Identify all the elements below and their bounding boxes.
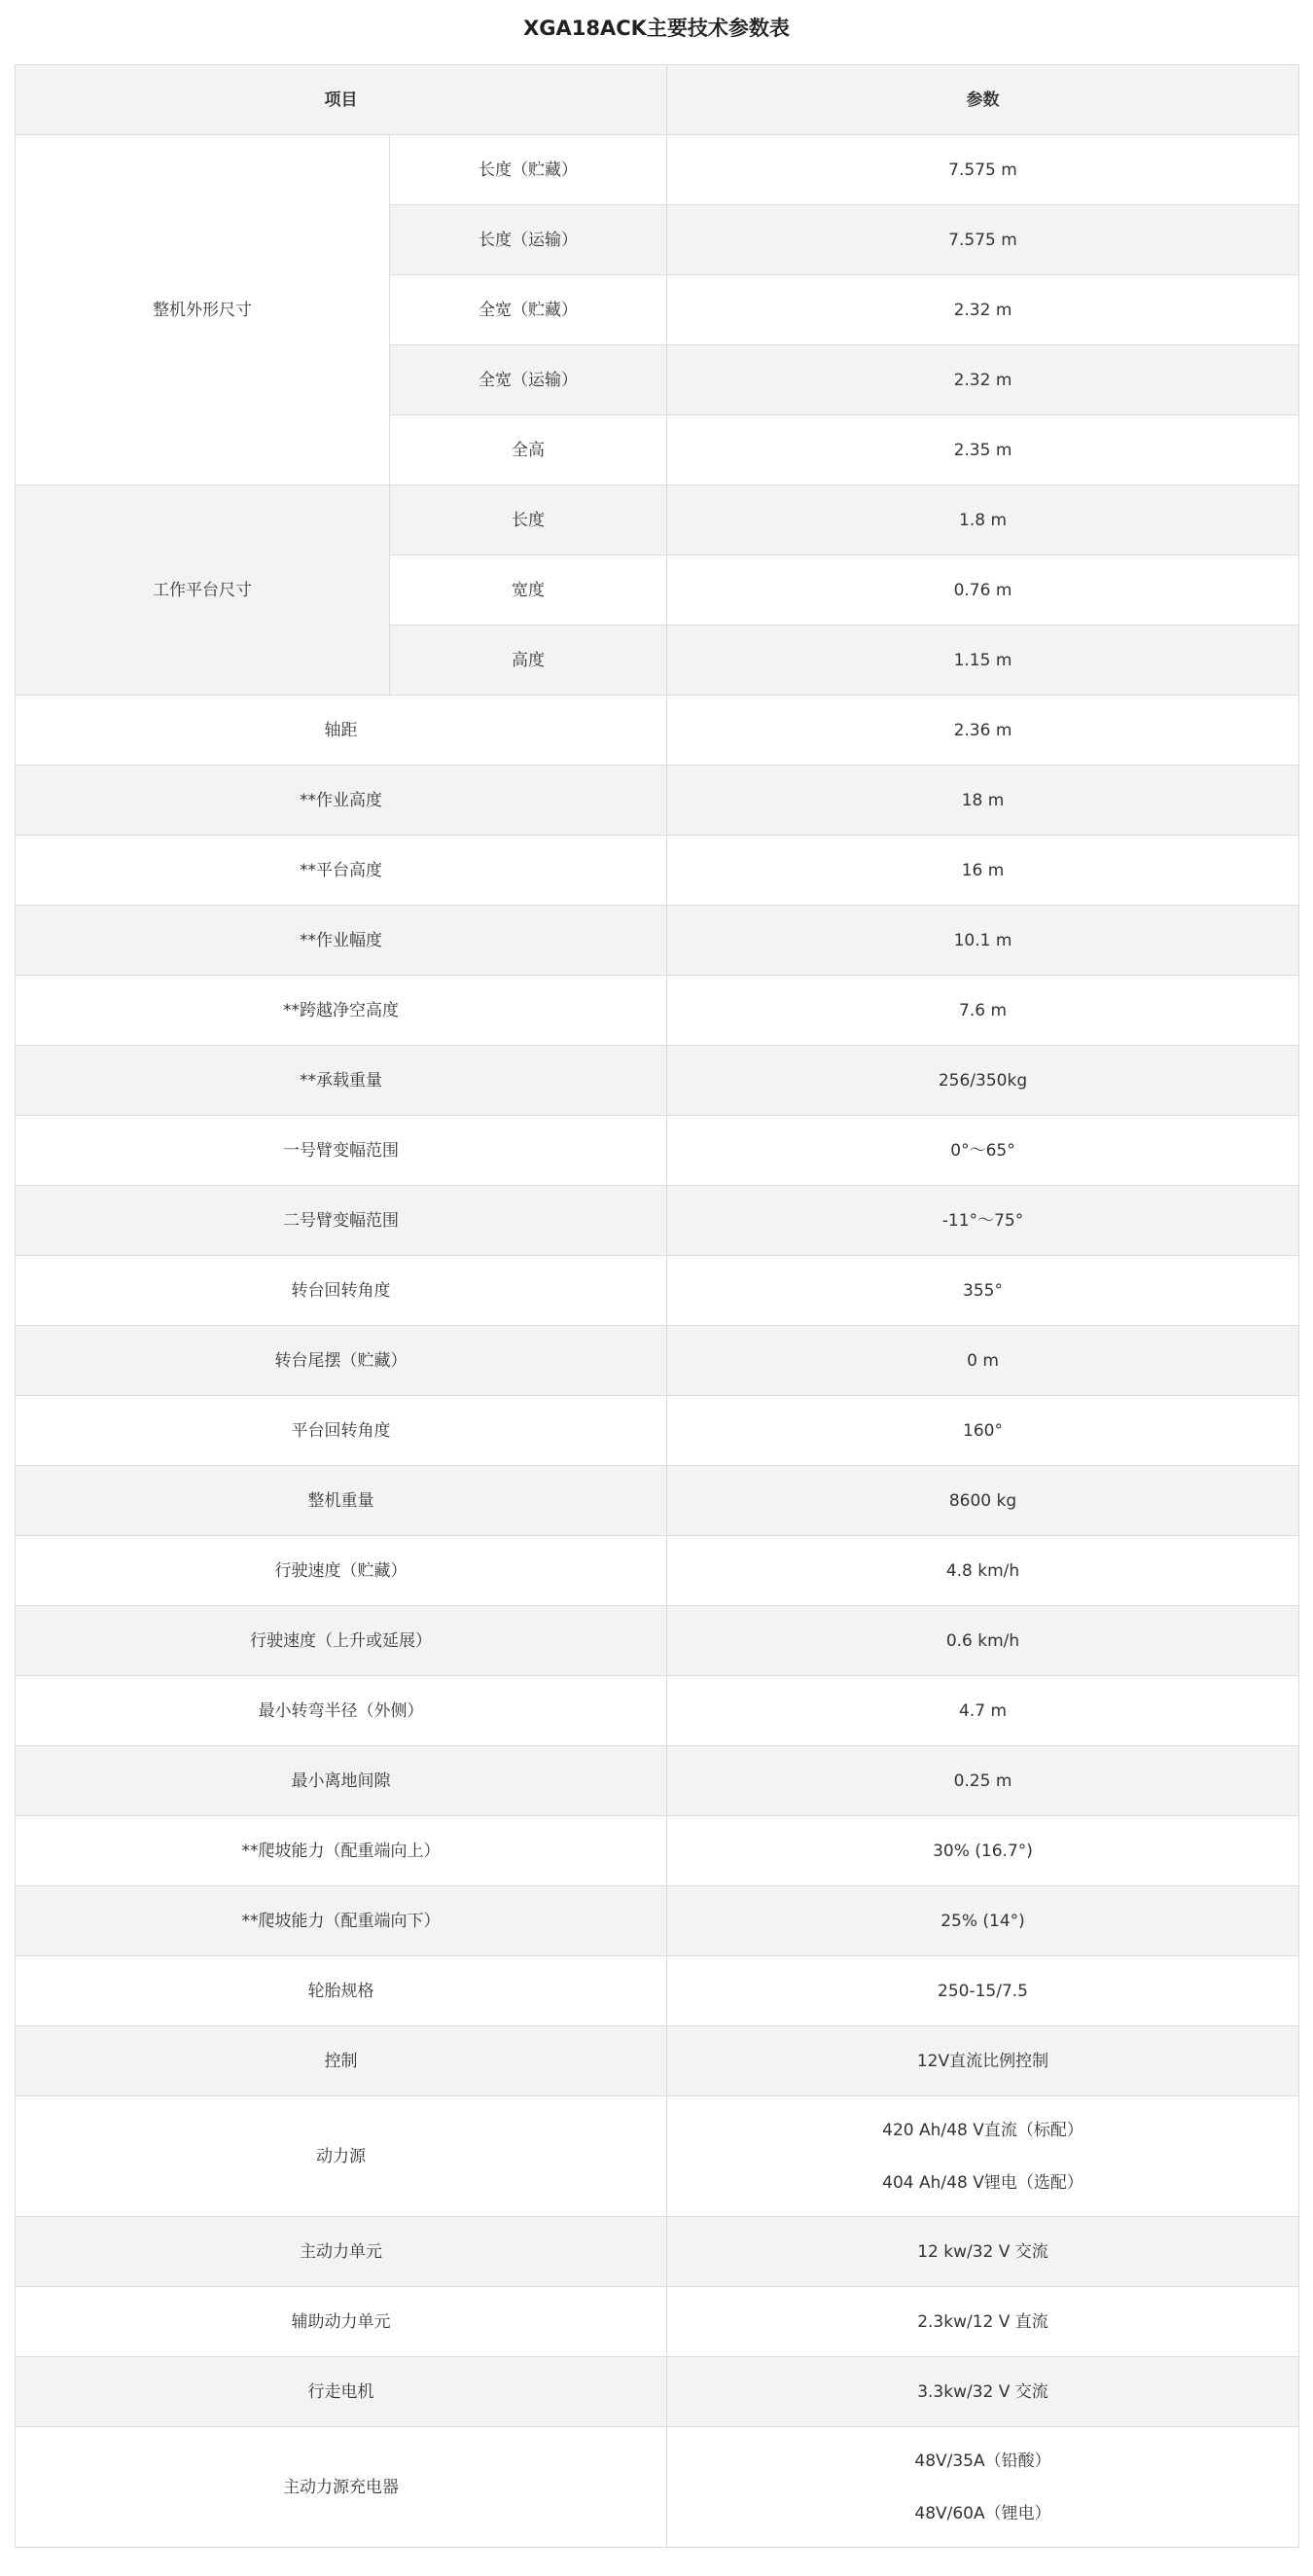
- value-cell: 3.3kw/32 V 交流: [667, 2357, 1299, 2427]
- row-label: 辅助动力单元: [16, 2287, 667, 2357]
- table-row: [16, 906, 1299, 976]
- value-cell-multiline: [667, 2096, 1299, 2217]
- table-row: [16, 1186, 1299, 1256]
- row-label: **跨越净空高度: [16, 976, 667, 1046]
- row-label: **平台高度: [16, 836, 667, 906]
- value-cell: 7.575 m: [667, 135, 1299, 205]
- table-row: [16, 1816, 1299, 1886]
- row-label: **作业幅度: [16, 906, 667, 976]
- table-header-row: [16, 65, 1299, 135]
- value-cell: 12 kw/32 V 交流: [667, 2217, 1299, 2287]
- table-row: [16, 2096, 1299, 2217]
- value-cell: 16 m: [667, 836, 1299, 906]
- table-row: [16, 1676, 1299, 1746]
- value-cell: 2.32 m: [667, 345, 1299, 415]
- value-cell: 2.36 m: [667, 696, 1299, 766]
- row-label: 平台回转角度: [16, 1396, 667, 1466]
- row-label: 轮胎规格: [16, 1956, 667, 2026]
- row-label: 轴距: [16, 696, 667, 766]
- group-label-platform-dimensions: 工作平台尺寸: [16, 485, 390, 696]
- table-row: [16, 2217, 1299, 2287]
- value-cell: 0.6 km/h: [667, 1606, 1299, 1676]
- table-row: [16, 1536, 1299, 1606]
- value-cell: 12V直流比例控制: [667, 2026, 1299, 2096]
- value-cell: 0 m: [667, 1326, 1299, 1396]
- row-label-charger: 主动力源充电器: [16, 2427, 667, 2548]
- row-label: 最小离地间隙: [16, 1746, 667, 1816]
- value-cell: 0.25 m: [667, 1746, 1299, 1816]
- table-row: [16, 1046, 1299, 1116]
- table-row: [16, 766, 1299, 836]
- value-cell: 160°: [667, 1396, 1299, 1466]
- row-label: **承载重量: [16, 1046, 667, 1116]
- value-line: 48V/35A（铅酸）: [914, 2451, 1051, 2471]
- value-cell: 1.15 m: [667, 626, 1299, 696]
- value-line: 48V/60A（锂电）: [914, 2503, 1051, 2523]
- table-row: [16, 1746, 1299, 1816]
- value-cell: 4.8 km/h: [667, 1536, 1299, 1606]
- table-row: [16, 1116, 1299, 1186]
- table-row: [16, 1956, 1299, 2026]
- row-label: 一号臂变幅范围: [16, 1116, 667, 1186]
- page-title: XGA18ACK主要技术参数表: [523, 17, 790, 40]
- table-row: [16, 135, 1299, 205]
- row-label: 行走电机: [16, 2357, 667, 2427]
- row-label: 转台尾摆（贮藏）: [16, 1326, 667, 1396]
- sub-label: 高度: [390, 626, 667, 696]
- sub-label: 长度（运输）: [390, 205, 667, 275]
- row-label: 控制: [16, 2026, 667, 2096]
- row-label: 转台回转角度: [16, 1256, 667, 1326]
- table-row: [16, 976, 1299, 1046]
- table-row: [16, 2287, 1299, 2357]
- spec-table: [15, 64, 1299, 2548]
- value-cell: 256/350kg: [667, 1046, 1299, 1116]
- table-row: [16, 2357, 1299, 2427]
- row-label: 二号臂变幅范围: [16, 1186, 667, 1256]
- sub-label: 全宽（运输）: [390, 345, 667, 415]
- value-cell: 0°～65°: [667, 1116, 1299, 1186]
- value-cell: 7.575 m: [667, 205, 1299, 275]
- header-item: 项目: [16, 65, 667, 135]
- table-row: [16, 1396, 1299, 1466]
- table-row: [16, 1466, 1299, 1536]
- header-param: 参数: [667, 65, 1299, 135]
- row-label: 主动力单元: [16, 2217, 667, 2287]
- value-cell: 2.3kw/12 V 直流: [667, 2287, 1299, 2357]
- table-row: [16, 2026, 1299, 2096]
- table-row: [16, 696, 1299, 766]
- table-row: [16, 1886, 1299, 1956]
- row-label: **爬坡能力（配重端向上）: [16, 1816, 667, 1886]
- table-row: [16, 836, 1299, 906]
- sub-label: 宽度: [390, 555, 667, 626]
- table-row: [16, 1606, 1299, 1676]
- table-row: [16, 485, 1299, 555]
- row-label: **爬坡能力（配重端向下）: [16, 1886, 667, 1956]
- value-cell: 8600 kg: [667, 1466, 1299, 1536]
- value-cell: 30% (16.7°): [667, 1816, 1299, 1886]
- row-label: 最小转弯半径（外侧）: [16, 1676, 667, 1746]
- row-label: **作业高度: [16, 766, 667, 836]
- sub-label: 全宽（贮藏）: [390, 275, 667, 345]
- value-cell: 1.8 m: [667, 485, 1299, 555]
- value-cell: 18 m: [667, 766, 1299, 836]
- row-label: 行驶速度（贮藏）: [16, 1536, 667, 1606]
- value-cell: 7.6 m: [667, 976, 1299, 1046]
- value-cell: -11°～75°: [667, 1186, 1299, 1256]
- value-line: 404 Ah/48 V锂电（选配）: [882, 2172, 1083, 2193]
- value-cell-multiline: [667, 2427, 1299, 2548]
- value-line: 420 Ah/48 V直流（标配）: [882, 2120, 1083, 2140]
- value-cell: 250-15/7.5: [667, 1956, 1299, 2026]
- row-label: 行驶速度（上升或延展）: [16, 1606, 667, 1676]
- table-row: [16, 1326, 1299, 1396]
- sub-label: 长度（贮藏）: [390, 135, 667, 205]
- value-cell: 0.76 m: [667, 555, 1299, 626]
- value-cell: 10.1 m: [667, 906, 1299, 976]
- group-label-overall-dimensions: 整机外形尺寸: [16, 135, 390, 485]
- row-label-power-source: 动力源: [16, 2096, 667, 2217]
- value-cell: 25% (14°): [667, 1886, 1299, 1956]
- sub-label: 全高: [390, 415, 667, 485]
- value-cell: 2.32 m: [667, 275, 1299, 345]
- sub-label: 长度: [390, 485, 667, 555]
- row-label: 整机重量: [16, 1466, 667, 1536]
- value-cell: 2.35 m: [667, 415, 1299, 485]
- table-row: [16, 2427, 1299, 2548]
- table-row: [16, 1256, 1299, 1326]
- value-cell: 355°: [667, 1256, 1299, 1326]
- value-cell: 4.7 m: [667, 1676, 1299, 1746]
